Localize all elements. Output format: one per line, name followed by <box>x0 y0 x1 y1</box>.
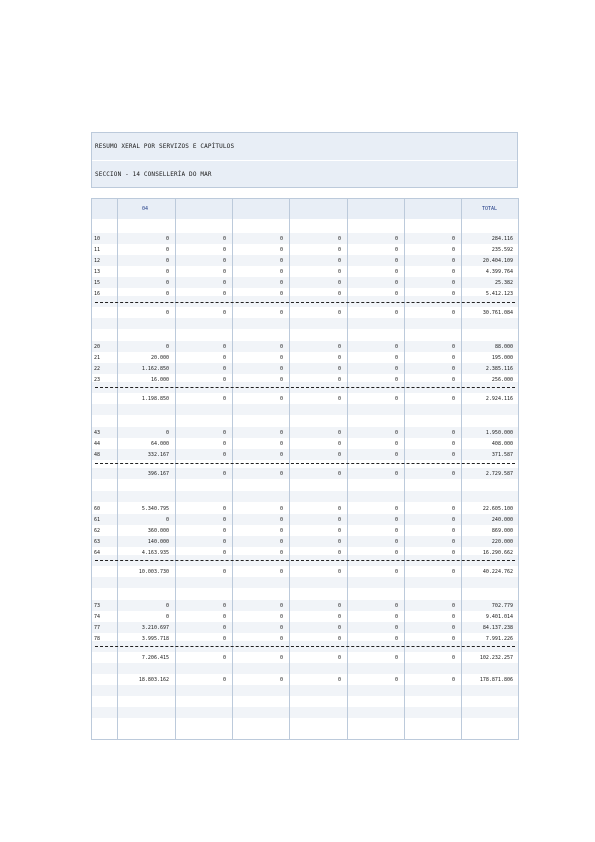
row-value: 0 <box>279 344 283 350</box>
row-code: 10 <box>94 236 101 242</box>
row-value: 0 <box>279 310 283 316</box>
row-value: 0 <box>222 677 226 683</box>
row-total: 284.116 <box>491 236 513 242</box>
row-value: 0 <box>394 655 398 661</box>
table-row <box>92 363 518 374</box>
row-value: 0 <box>222 291 226 297</box>
row-code: 60 <box>94 506 101 512</box>
row-total: 240.000 <box>491 517 513 523</box>
row-value: 0 <box>222 539 226 545</box>
row-total: 4.399.764 <box>485 269 513 275</box>
table-row <box>92 525 518 536</box>
report-title: RESUMO XERAL POR SERVIZOS E CAPÍTULOS <box>95 143 235 150</box>
row-value: 0 <box>279 366 283 372</box>
row-value: 0 <box>279 506 283 512</box>
row-value: 64.000 <box>150 441 169 447</box>
row-code: 23 <box>94 377 101 383</box>
row-value: 0 <box>222 258 226 264</box>
row-value: 0 <box>451 291 455 297</box>
row-value: 0 <box>451 506 455 512</box>
row-value: 3.995.718 <box>141 636 169 642</box>
row-value: 0 <box>337 614 341 620</box>
row-value: 0 <box>451 377 455 383</box>
row-value: 0 <box>394 396 398 402</box>
table-row <box>92 233 518 244</box>
row-value: 0 <box>394 614 398 620</box>
table-row <box>92 341 518 352</box>
row-total: 178.871.806 <box>479 677 513 683</box>
subtotal-separator <box>95 560 515 561</box>
row-value: 0 <box>337 344 341 350</box>
row-total: 16.290.662 <box>482 550 513 556</box>
row-total: 9.401.014 <box>485 614 513 620</box>
row-value: 0 <box>279 452 283 458</box>
row-value: 0 <box>279 396 283 402</box>
row-value: 0 <box>394 528 398 534</box>
column-header-total: TOTAL <box>482 206 498 212</box>
row-value: 0 <box>279 636 283 642</box>
row-value: 0 <box>165 430 169 436</box>
row-value: 16.000 <box>150 377 169 383</box>
row-value: 0 <box>279 269 283 275</box>
row-code: 21 <box>94 355 101 361</box>
row-code: 15 <box>94 280 101 286</box>
row-value: 396.167 <box>147 471 169 477</box>
row-value: 0 <box>394 344 398 350</box>
row-band <box>92 318 518 329</box>
row-code: 11 <box>94 247 101 253</box>
row-code: 62 <box>94 528 101 534</box>
row-value: 0 <box>165 310 169 316</box>
table-row <box>92 547 518 558</box>
row-value: 0 <box>337 396 341 402</box>
row-value: 0 <box>222 471 226 477</box>
row-value: 0 <box>279 291 283 297</box>
row-total: 2.729.587 <box>485 471 513 477</box>
row-total: 235.592 <box>491 247 513 253</box>
row-value: 0 <box>279 528 283 534</box>
row-value: 0 <box>451 247 455 253</box>
row-band <box>92 707 518 718</box>
row-value: 0 <box>165 517 169 523</box>
table-row <box>92 288 518 299</box>
column-header-row <box>92 199 518 219</box>
table-row <box>92 352 518 363</box>
row-value: 0 <box>394 258 398 264</box>
row-value: 0 <box>451 355 455 361</box>
row-value: 0 <box>222 430 226 436</box>
subtotal-separator <box>95 463 515 464</box>
row-value: 18.803.162 <box>138 677 169 683</box>
row-value: 0 <box>451 471 455 477</box>
row-value: 0 <box>451 236 455 242</box>
row-value: 0 <box>337 471 341 477</box>
row-value: 0 <box>222 310 226 316</box>
row-value: 0 <box>394 269 398 275</box>
row-total: 7.991.226 <box>485 636 513 642</box>
row-value: 0 <box>279 655 283 661</box>
row-value: 0 <box>279 247 283 253</box>
row-value: 0 <box>394 310 398 316</box>
row-value: 0 <box>394 247 398 253</box>
row-value: 0 <box>394 677 398 683</box>
row-value: 0 <box>394 430 398 436</box>
row-value: 0 <box>394 355 398 361</box>
row-value: 0 <box>165 280 169 286</box>
row-value: 0 <box>337 625 341 631</box>
table-row <box>92 514 518 525</box>
row-value: 0 <box>394 569 398 575</box>
row-value: 0 <box>222 269 226 275</box>
table-row <box>92 536 518 547</box>
row-value: 0 <box>337 269 341 275</box>
row-value: 3.210.697 <box>141 625 169 631</box>
row-value: 0 <box>165 603 169 609</box>
row-value: 0 <box>451 430 455 436</box>
row-value: 0 <box>222 247 226 253</box>
subtotal-row <box>92 468 518 479</box>
row-value: 5.340.795 <box>141 506 169 512</box>
row-value: 0 <box>279 569 283 575</box>
subtotal-row <box>92 307 518 318</box>
row-value: 0 <box>337 550 341 556</box>
column-header-04: 04 <box>142 206 149 212</box>
table-row <box>92 438 518 449</box>
row-value: 0 <box>222 366 226 372</box>
row-value: 0 <box>451 452 455 458</box>
row-value: 10.003.730 <box>138 569 169 575</box>
row-value: 0 <box>337 355 341 361</box>
row-value: 0 <box>394 441 398 447</box>
table-row <box>92 244 518 255</box>
row-value: 0 <box>279 280 283 286</box>
row-value: 0 <box>337 258 341 264</box>
row-total: 25.382 <box>494 280 513 286</box>
summary-table <box>91 198 519 740</box>
row-code: 16 <box>94 291 101 297</box>
row-value: 0 <box>279 430 283 436</box>
row-value: 0 <box>222 569 226 575</box>
row-value: 0 <box>337 528 341 534</box>
row-value: 0 <box>279 377 283 383</box>
row-value: 0 <box>222 655 226 661</box>
row-total: 20.404.109 <box>482 258 513 264</box>
table-row <box>92 374 518 385</box>
table-row <box>92 633 518 644</box>
row-value: 0 <box>222 377 226 383</box>
row-value: 7.206.415 <box>141 655 169 661</box>
row-value: 0 <box>451 258 455 264</box>
row-band <box>92 404 518 415</box>
row-value: 0 <box>279 603 283 609</box>
row-value: 0 <box>222 636 226 642</box>
row-code: 20 <box>94 344 101 350</box>
row-value: 1.162.850 <box>141 366 169 372</box>
row-code: 43 <box>94 430 101 436</box>
row-code: 22 <box>94 366 101 372</box>
row-value: 0 <box>222 452 226 458</box>
row-total: 702.779 <box>491 603 513 609</box>
row-value: 0 <box>222 396 226 402</box>
row-value: 0 <box>394 280 398 286</box>
row-value: 0 <box>451 603 455 609</box>
row-value: 0 <box>394 236 398 242</box>
row-value: 0 <box>451 441 455 447</box>
row-value: 0 <box>165 614 169 620</box>
row-code: 63 <box>94 539 101 545</box>
row-value: 0 <box>451 396 455 402</box>
subtotal-separator <box>95 646 515 647</box>
row-total: 84.137.238 <box>482 625 513 631</box>
row-value: 1.198.850 <box>141 396 169 402</box>
row-value: 0 <box>279 677 283 683</box>
row-value: 0 <box>394 539 398 545</box>
row-total: 220.000 <box>491 539 513 545</box>
report-header <box>91 132 518 188</box>
table-row <box>92 255 518 266</box>
subtotal-row <box>92 674 518 685</box>
row-total: 371.587 <box>491 452 513 458</box>
row-value: 0 <box>337 247 341 253</box>
row-value: 332.167 <box>147 452 169 458</box>
row-value: 0 <box>337 603 341 609</box>
row-value: 0 <box>451 280 455 286</box>
row-code: 44 <box>94 441 101 447</box>
row-value: 0 <box>451 539 455 545</box>
header-divider <box>92 160 517 161</box>
row-value: 0 <box>394 517 398 523</box>
row-value: 0 <box>279 517 283 523</box>
row-value: 0 <box>337 655 341 661</box>
row-value: 0 <box>451 569 455 575</box>
row-code: 48 <box>94 452 101 458</box>
row-value: 0 <box>337 236 341 242</box>
row-total: 1.950.000 <box>485 430 513 436</box>
row-value: 0 <box>222 625 226 631</box>
row-value: 0 <box>222 603 226 609</box>
table-row <box>92 427 518 438</box>
subtotal-separator <box>95 387 515 388</box>
subtotal-separator <box>95 302 515 303</box>
row-value: 4.163.935 <box>141 550 169 556</box>
row-total: 102.232.257 <box>479 655 513 661</box>
row-value: 0 <box>394 452 398 458</box>
row-code: 61 <box>94 517 101 523</box>
subtotal-row <box>92 393 518 404</box>
row-value: 0 <box>337 441 341 447</box>
row-value: 0 <box>394 625 398 631</box>
row-value: 0 <box>165 236 169 242</box>
row-value: 0 <box>394 377 398 383</box>
row-total: 22.605.100 <box>482 506 513 512</box>
row-value: 0 <box>451 614 455 620</box>
table-row <box>92 449 518 460</box>
row-value: 0 <box>279 614 283 620</box>
row-value: 0 <box>337 636 341 642</box>
row-band <box>92 685 518 696</box>
row-value: 0 <box>222 280 226 286</box>
row-value: 0 <box>337 569 341 575</box>
row-total: 2.924.116 <box>485 396 513 402</box>
section-title: SECCION - 14 CONSELLERÍA DO MAR <box>95 171 212 178</box>
row-value: 0 <box>222 528 226 534</box>
row-value: 0 <box>451 677 455 683</box>
row-total: 195.000 <box>491 355 513 361</box>
row-value: 0 <box>451 625 455 631</box>
row-value: 0 <box>337 377 341 383</box>
row-value: 0 <box>394 291 398 297</box>
row-value: 0 <box>337 430 341 436</box>
row-value: 0 <box>165 269 169 275</box>
row-value: 0 <box>279 236 283 242</box>
row-code: 13 <box>94 269 101 275</box>
table-row <box>92 611 518 622</box>
row-value: 0 <box>394 603 398 609</box>
row-value: 0 <box>337 677 341 683</box>
row-value: 0 <box>337 291 341 297</box>
row-total: 5.412.123 <box>485 291 513 297</box>
row-code: 78 <box>94 636 101 642</box>
row-value: 0 <box>222 344 226 350</box>
row-value: 0 <box>394 471 398 477</box>
row-value: 0 <box>394 366 398 372</box>
row-total: 30.761.084 <box>482 310 513 316</box>
subtotal-row <box>92 566 518 577</box>
row-value: 0 <box>451 344 455 350</box>
row-value: 0 <box>337 280 341 286</box>
row-total: 869.000 <box>491 528 513 534</box>
row-value: 0 <box>451 550 455 556</box>
row-value: 0 <box>451 269 455 275</box>
row-value: 0 <box>222 441 226 447</box>
row-value: 0 <box>279 471 283 477</box>
row-value: 0 <box>451 517 455 523</box>
row-value: 0 <box>165 258 169 264</box>
row-value: 0 <box>337 310 341 316</box>
row-value: 0 <box>337 539 341 545</box>
row-value: 0 <box>337 452 341 458</box>
row-total: 256.000 <box>491 377 513 383</box>
row-value: 0 <box>279 550 283 556</box>
row-value: 0 <box>451 310 455 316</box>
table-row <box>92 503 518 514</box>
row-code: 73 <box>94 603 101 609</box>
table-row <box>92 277 518 288</box>
row-total: 408.000 <box>491 441 513 447</box>
row-value: 0 <box>279 625 283 631</box>
row-total: 2.385.116 <box>485 366 513 372</box>
table-row <box>92 600 518 611</box>
table-row <box>92 266 518 277</box>
row-value: 0 <box>165 247 169 253</box>
row-band <box>92 491 518 502</box>
row-code: 77 <box>94 625 101 631</box>
subtotal-row <box>92 652 518 663</box>
row-value: 0 <box>222 355 226 361</box>
row-value: 0 <box>451 636 455 642</box>
row-value: 0 <box>222 236 226 242</box>
row-value: 0 <box>451 655 455 661</box>
row-value: 0 <box>222 550 226 556</box>
row-value: 0 <box>279 539 283 545</box>
row-code: 12 <box>94 258 101 264</box>
row-value: 0 <box>451 366 455 372</box>
row-value: 0 <box>337 506 341 512</box>
row-code: 74 <box>94 614 101 620</box>
row-value: 0 <box>394 636 398 642</box>
row-value: 0 <box>337 517 341 523</box>
row-band <box>92 577 518 588</box>
row-value: 0 <box>222 517 226 523</box>
table-row <box>92 622 518 633</box>
row-value: 0 <box>279 441 283 447</box>
row-value: 0 <box>222 506 226 512</box>
row-value: 0 <box>165 344 169 350</box>
row-total: 40.224.762 <box>482 569 513 575</box>
row-value: 360.000 <box>147 528 169 534</box>
row-total: 88.000 <box>494 344 513 350</box>
row-value: 20.000 <box>150 355 169 361</box>
row-value: 0 <box>279 258 283 264</box>
row-value: 0 <box>165 291 169 297</box>
row-value: 0 <box>451 528 455 534</box>
row-value: 140.000 <box>147 539 169 545</box>
row-band <box>92 663 518 674</box>
row-code: 64 <box>94 550 101 556</box>
row-value: 0 <box>394 506 398 512</box>
row-value: 0 <box>222 614 226 620</box>
row-value: 0 <box>394 550 398 556</box>
row-value: 0 <box>337 366 341 372</box>
row-value: 0 <box>279 355 283 361</box>
